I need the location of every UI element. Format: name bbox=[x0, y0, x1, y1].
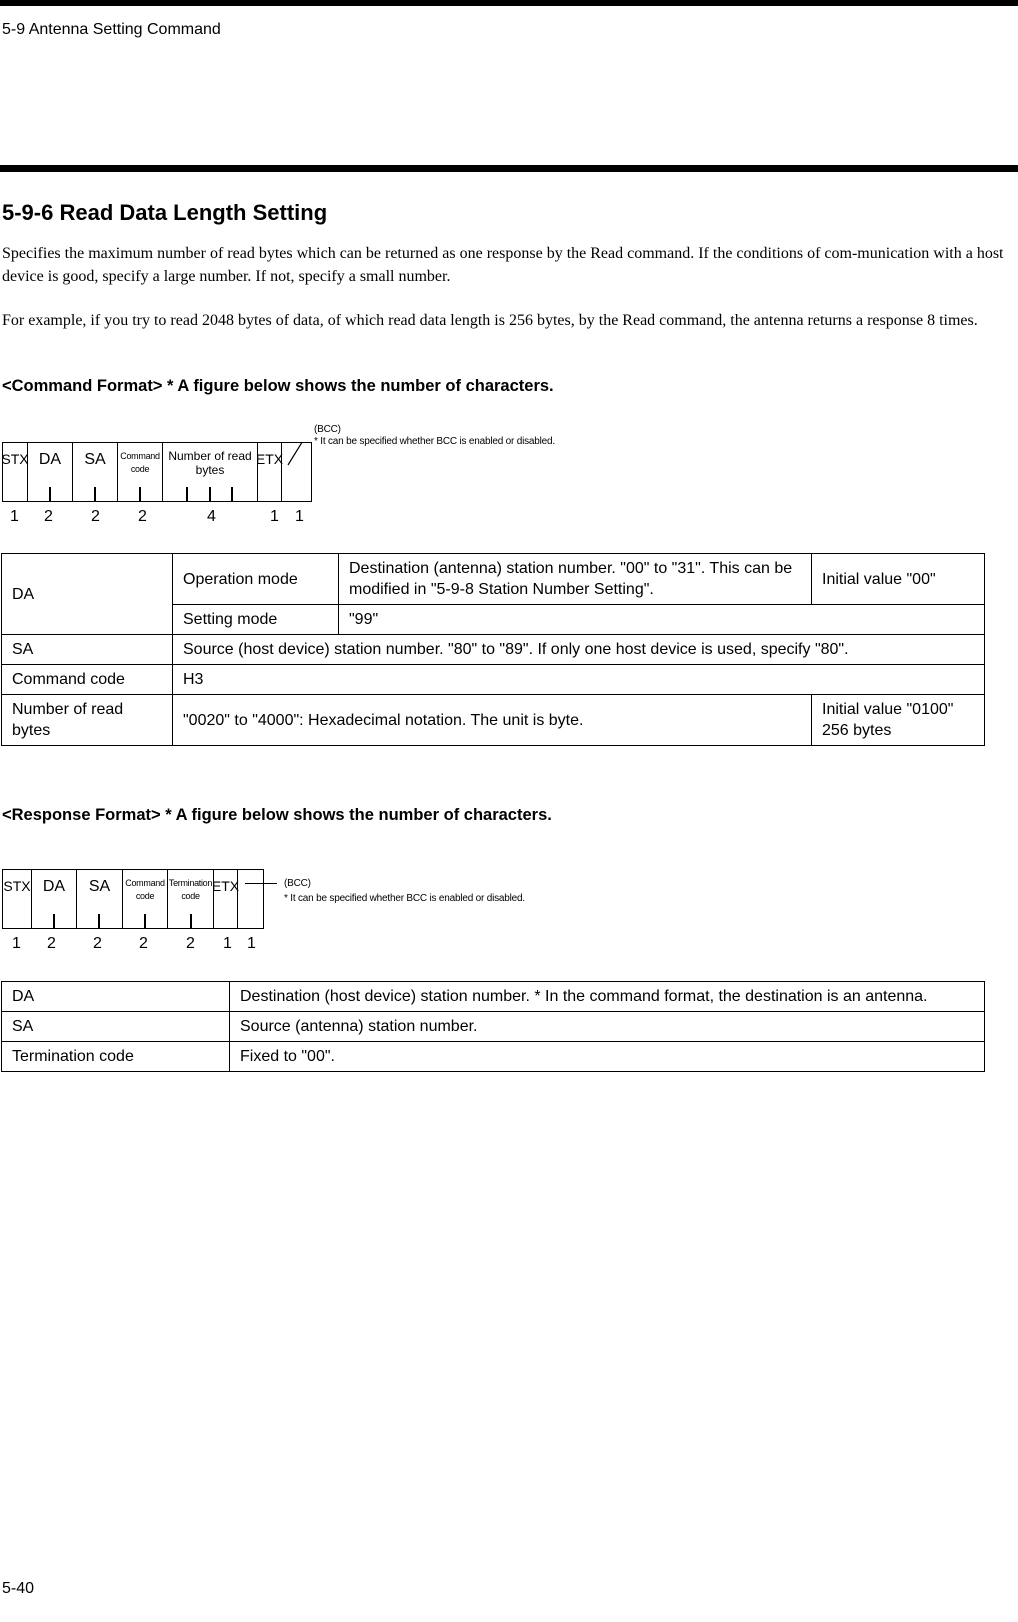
table-row bbox=[2, 665, 985, 695]
table-row bbox=[2, 1042, 985, 1072]
field-sa-label: SA bbox=[84, 451, 106, 468]
field-da-label: DA bbox=[42, 878, 66, 895]
cell: Fixed to "00". bbox=[230, 1042, 985, 1072]
cell: Destination (host device) station number. * In the command format, the destination is an antenna. bbox=[230, 982, 985, 1012]
command-bcc-note: * It can be specified whether BCC is enabled or disabled. bbox=[314, 436, 555, 447]
cell: Initial value "0100" 256 bytes bbox=[812, 695, 985, 746]
count: 1 bbox=[10, 508, 19, 525]
command-format-heading: <Command Format> * A figure below shows the number of characters. bbox=[2, 377, 554, 395]
field-da bbox=[28, 443, 73, 501]
cell: SA bbox=[2, 635, 173, 665]
field-command-code bbox=[123, 870, 168, 928]
cell: SA bbox=[2, 1012, 230, 1042]
field-etx: ETX bbox=[258, 443, 282, 501]
count: 2 bbox=[138, 508, 147, 525]
cell: H3 bbox=[173, 665, 985, 695]
field-termination-code bbox=[168, 870, 214, 928]
running-header: 5-9 Antenna Setting Command bbox=[2, 21, 221, 38]
cell: Source (host device) station number. "80" to "89". If only one host device is used, specify "80". bbox=[173, 635, 985, 665]
cell: "99" bbox=[339, 605, 985, 635]
cell: "0020" to "4000": Hexadecimal notation. The unit is byte. bbox=[173, 695, 812, 746]
section-rule bbox=[0, 165, 1018, 172]
command-frame-diagram bbox=[2, 442, 312, 502]
count: 1 bbox=[12, 935, 21, 952]
section-title: 5-9-6 Read Data Length Setting bbox=[2, 200, 328, 225]
field-da bbox=[32, 870, 77, 928]
count: 2 bbox=[139, 935, 148, 952]
cell: Setting mode bbox=[173, 605, 339, 635]
count: 1 bbox=[247, 935, 256, 952]
field-stx: STX bbox=[3, 443, 28, 501]
table-row bbox=[2, 554, 985, 605]
count: 2 bbox=[47, 935, 56, 952]
table-row bbox=[2, 982, 985, 1012]
bcc-leader-line bbox=[245, 883, 277, 884]
field-etx: ETX bbox=[214, 870, 238, 928]
field-nrb-label: Number of read bytes bbox=[168, 449, 252, 477]
count: 1 bbox=[223, 935, 232, 952]
cell: Number of read bytes bbox=[2, 695, 173, 746]
field-sa bbox=[77, 870, 123, 928]
response-bcc-label: (BCC) bbox=[284, 878, 311, 889]
paragraph-2: For example, if you try to read 2048 bytes of data, of which read data length is 256 bytes, by the Read command, the antenna returns a response 8 times. bbox=[2, 312, 978, 329]
page-number: 5-40 bbox=[2, 1580, 35, 1597]
field-da-label: DA bbox=[38, 451, 62, 468]
table-row bbox=[2, 695, 985, 746]
field-sa bbox=[73, 443, 118, 501]
count: 1 bbox=[270, 508, 279, 525]
field-command-code-label: Command code bbox=[120, 451, 160, 474]
cell: Destination (antenna) station number. "00" to "31". This can be modified in "5-9-8 Station Number Setting". bbox=[339, 554, 812, 605]
response-format-heading: <Response Format> * A figure below shows the number of characters. bbox=[2, 806, 552, 824]
cell: Initial value "00" bbox=[812, 554, 985, 605]
table-row bbox=[2, 1012, 985, 1042]
response-field-table bbox=[1, 981, 985, 1072]
field-command-code bbox=[118, 443, 163, 501]
paragraph-1: Specifies the maximum number of read bytes which can be returned as one response by the Read command. If the conditions of com-munication with a host device is good, specify a large number. If not, specify a small number. bbox=[2, 245, 1004, 285]
cell: Termination code bbox=[2, 1042, 230, 1072]
count: 2 bbox=[186, 935, 195, 952]
field-termination-code-label: Termination code bbox=[168, 878, 213, 901]
count: 1 bbox=[295, 508, 304, 525]
field-stx: STX bbox=[3, 870, 32, 928]
field-bcc bbox=[282, 443, 311, 501]
count: 2 bbox=[44, 508, 53, 525]
cell: Operation mode bbox=[173, 554, 339, 605]
count: 2 bbox=[91, 508, 100, 525]
field-sa-label: SA bbox=[88, 878, 111, 895]
table-row bbox=[2, 635, 985, 665]
cell: Command code bbox=[2, 665, 173, 695]
cell: Source (antenna) station number. bbox=[230, 1012, 985, 1042]
cell: DA bbox=[2, 982, 230, 1012]
field-command-code-label: Command code bbox=[125, 878, 165, 901]
cell: DA bbox=[2, 554, 173, 635]
count: 4 bbox=[207, 508, 216, 525]
top-rule bbox=[0, 0, 1018, 6]
command-field-table bbox=[1, 553, 985, 746]
field-number-of-read-bytes bbox=[163, 443, 258, 501]
bcc-leader-line bbox=[282, 443, 306, 501]
command-bcc-label: (BCC) bbox=[314, 424, 341, 435]
field-bcc bbox=[238, 870, 263, 928]
count: 2 bbox=[93, 935, 102, 952]
response-bcc-note: * It can be specified whether BCC is enabled or disabled. bbox=[284, 893, 525, 904]
response-frame-diagram bbox=[2, 869, 264, 929]
